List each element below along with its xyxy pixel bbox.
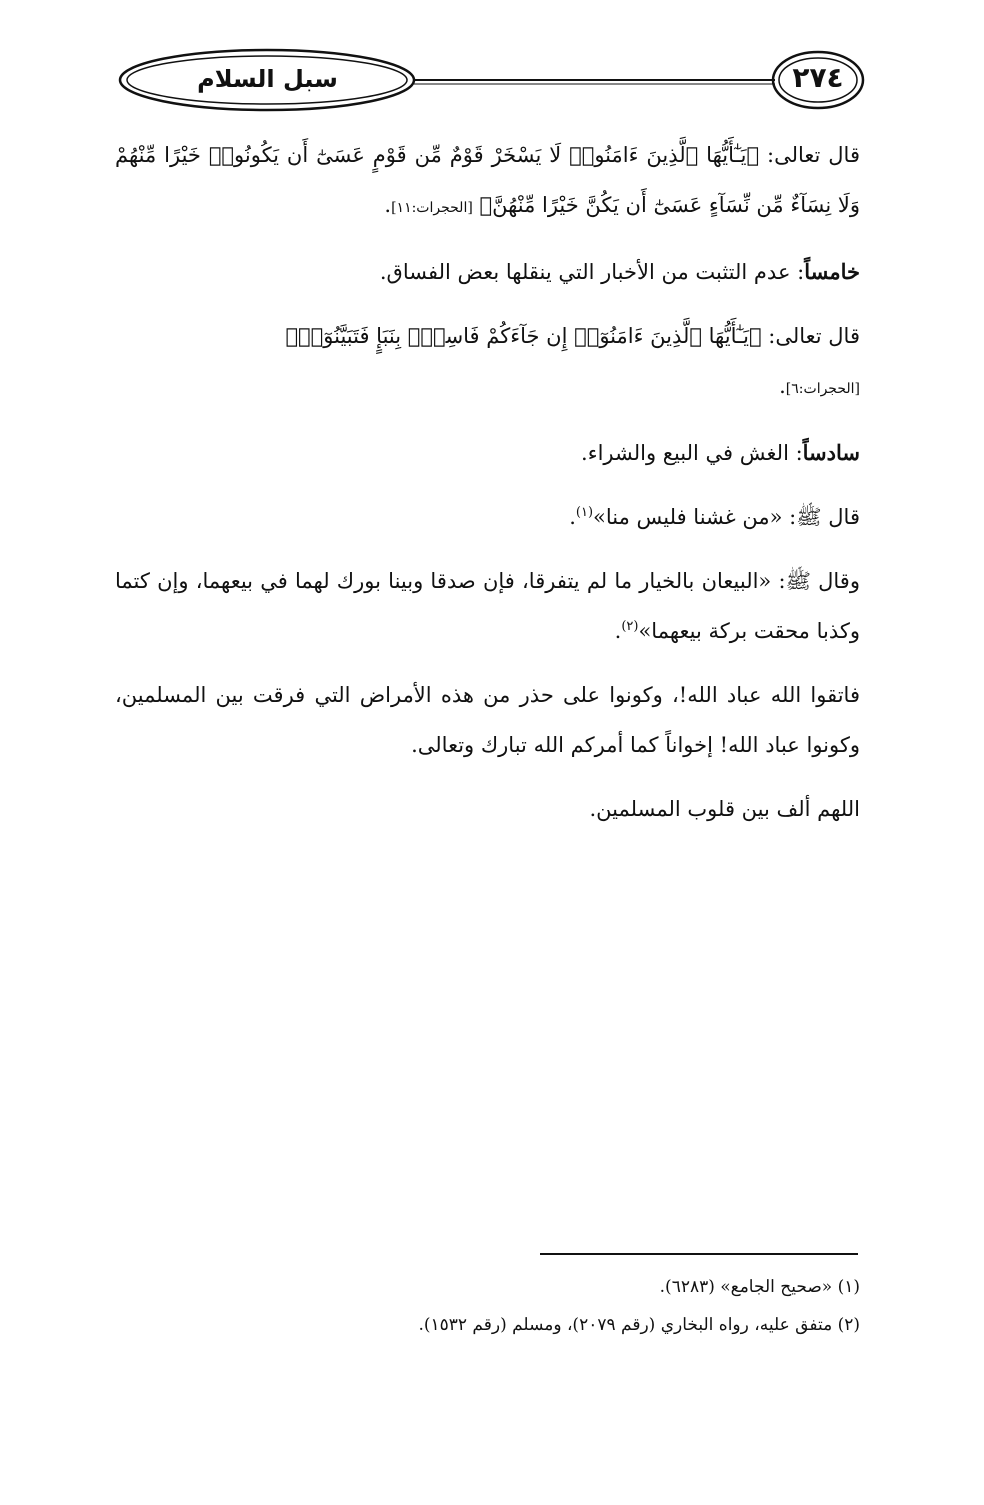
quran-verse: ﴿يَـٰٓأَيُّهَا ٱلَّذِينَ ءَامَنُوا۟ لَا يَسْخَرْ قَوْمٌ مِّن قَوْمٍ عَسَىٰٓ أَن يَكُونُوا۟ خَيْرًا مِّنْهُمْ وَلَا نِسَآءٌ مِّن نِّسَآءٍ عَسَىٰٓ أَن يَكُنَّ خَيْرًا مِّنْهُنَّ﴾: [115, 143, 860, 217]
footnotes: [115, 1268, 860, 1344]
paragraph-7: [115, 670, 860, 770]
paragraph-1: [115, 130, 860, 233]
period: .: [569, 505, 576, 529]
paragraph-text: : عدم التثبت من الأخبار التي ينقلها بعض الفساق.: [379, 260, 805, 284]
hadith-text: وقال ﷺ: «البيعان بالخيار ما لم يتفرقا، فإن صدقا وبينا بورك لهما في بيعهما، وإن كتما وكذبا محقت بركة بيعهما»: [115, 569, 860, 643]
paragraph-text: اللهم ألف بين قلوب المسلمين.: [589, 797, 860, 821]
footnote-marker[interactable]: (١): [575, 505, 594, 520]
intro-text: قال تعالى:: [761, 324, 860, 348]
verse-reference: [الحجرات:١١]: [391, 200, 473, 216]
paragraph-3: [115, 311, 860, 414]
footnote-divider: [540, 1253, 858, 1255]
intro-text: قال تعالى:: [759, 143, 860, 167]
footnote-2: (٢) متفق عليه، رواه البخاري (رقم ٢٠٧٩)، ومسلم (رقم ١٥٣٢).: [418, 1315, 860, 1335]
paragraph-5: [115, 492, 860, 542]
paragraph-6: [115, 556, 860, 656]
main-text: [115, 130, 860, 848]
page-title: سبل السلام: [197, 65, 338, 93]
paragraph-text: فاتقوا الله عباد الله!، وكونوا على حذر من هذه الأمراض التي فرقت بين المسلمين، وكونوا عباد الله! إخواناً كما أمركم الله تبارك وتعالى.: [115, 683, 860, 757]
footnote-1: (١) «صحيح الجامع» (٦٢٨٣).: [659, 1277, 860, 1297]
section-lead: سادساً: [802, 440, 860, 465]
page-header: [115, 45, 873, 115]
period: .: [779, 374, 786, 398]
footnote-marker[interactable]: (٢): [621, 619, 639, 634]
period: .: [384, 193, 392, 217]
quran-verse: ﴿يَـٰٓأَيُّهَا ٱلَّذِينَ ءَامَنُوٓا۟ إِن جَآءَكُمْ فَاسِقٌۢ بِنَبَإٍ فَتَبَيَّنُوٓا۟﴾: [285, 324, 762, 348]
paragraph-text: : الغش في البيع والشراء.: [581, 441, 803, 465]
paragraph-8: [115, 784, 860, 834]
period: .: [614, 619, 622, 643]
paragraph-2: [115, 247, 860, 297]
paragraph-4: [115, 428, 860, 478]
verse-reference: [الحجرات:٦]: [785, 381, 860, 397]
page-number: ٢٧٤: [792, 61, 844, 94]
hadith-text: قال ﷺ: «من غشنا فليس منا»: [593, 505, 860, 529]
section-lead: خامساً: [804, 259, 860, 284]
